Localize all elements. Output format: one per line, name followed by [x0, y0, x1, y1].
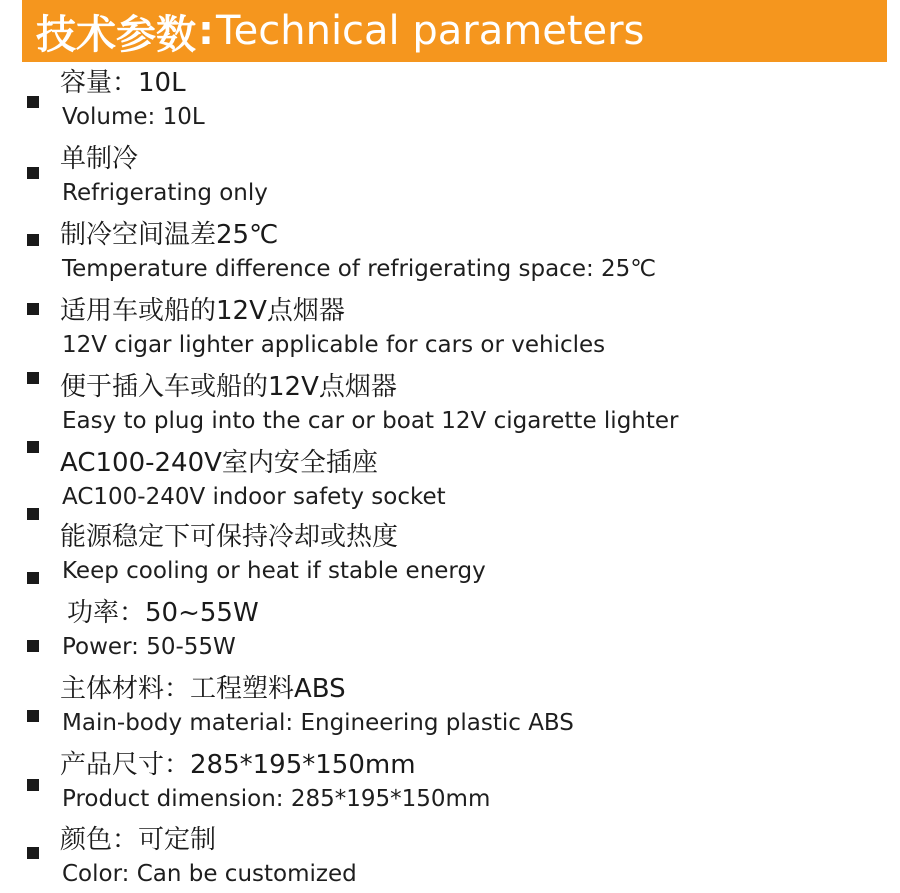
square-bullet-icon: [27, 847, 39, 859]
header-separator: :: [198, 8, 214, 54]
section-header-banner: [22, 0, 887, 62]
param-item-volume: [0, 66, 900, 136]
param-label-en: Product dimension: 285*195*150mm: [62, 786, 491, 812]
param-label-cn: 便于插入车或船的12V点烟器: [60, 372, 397, 402]
square-bullet-icon: [27, 303, 39, 315]
param-label-en: AC100-240V indoor safety socket: [62, 484, 446, 510]
param-label-en: Temperature difference of refrigerating space: 25℃: [62, 256, 657, 282]
header-title-cn: 技术参数: [36, 11, 196, 58]
param-item-cigar-lighter: [0, 294, 900, 364]
param-label-en: Power: 50-55W: [62, 634, 236, 660]
header-title-en: Technical parameters: [216, 8, 645, 54]
square-bullet-icon: [27, 441, 39, 453]
param-label-cn: 主体材料：工程塑料ABS: [60, 674, 346, 704]
param-label-en: Keep cooling or heat if stable energy: [62, 558, 486, 584]
square-bullet-icon: [27, 96, 39, 108]
square-bullet-icon: [27, 572, 39, 584]
param-item-refrigerating: [0, 142, 900, 212]
square-bullet-icon: [27, 508, 39, 520]
param-item-easy-plug: [0, 370, 900, 440]
param-label-cn: 功率：50~55W: [67, 598, 259, 628]
param-label-en: Volume: 10L: [62, 104, 205, 130]
param-label-en: Easy to plug into the car or boat 12V cigarette lighter: [62, 408, 679, 434]
param-label-en: Main-body material: Engineering plastic ABS: [62, 710, 574, 736]
param-label-cn: 制冷空间温差25℃: [60, 220, 279, 250]
square-bullet-icon: [27, 640, 39, 652]
param-label-cn: 适用车或船的12V点烟器: [60, 296, 345, 326]
param-label-cn: 容量：10L: [60, 68, 186, 98]
param-label-cn: 能源稳定下可保持冷却或热度: [60, 522, 399, 552]
param-label-en: Color: Can be customized: [62, 861, 357, 887]
square-bullet-icon: [27, 372, 39, 384]
param-item-dimension: [0, 748, 900, 818]
param-item-material: [0, 672, 900, 742]
param-label-cn: 产品尺寸：285*195*150mm: [60, 750, 416, 780]
param-label-en: 12V cigar lighter applicable for cars or vehicles: [62, 332, 606, 358]
param-item-power: [0, 596, 900, 666]
square-bullet-icon: [27, 167, 39, 179]
param-label-en: Refrigerating only: [62, 180, 268, 206]
square-bullet-icon: [27, 234, 39, 246]
param-item-stable-energy: [0, 520, 900, 590]
param-label-cn: AC100-240V室内安全插座: [60, 448, 378, 478]
param-item-ac-socket: [0, 446, 900, 516]
param-label-cn: 单制冷: [60, 144, 139, 174]
param-item-color: [0, 823, 900, 893]
square-bullet-icon: [27, 710, 39, 722]
param-item-temperature: [0, 218, 900, 288]
param-label-cn: 颜色：可定制: [60, 825, 217, 855]
square-bullet-icon: [27, 779, 39, 791]
